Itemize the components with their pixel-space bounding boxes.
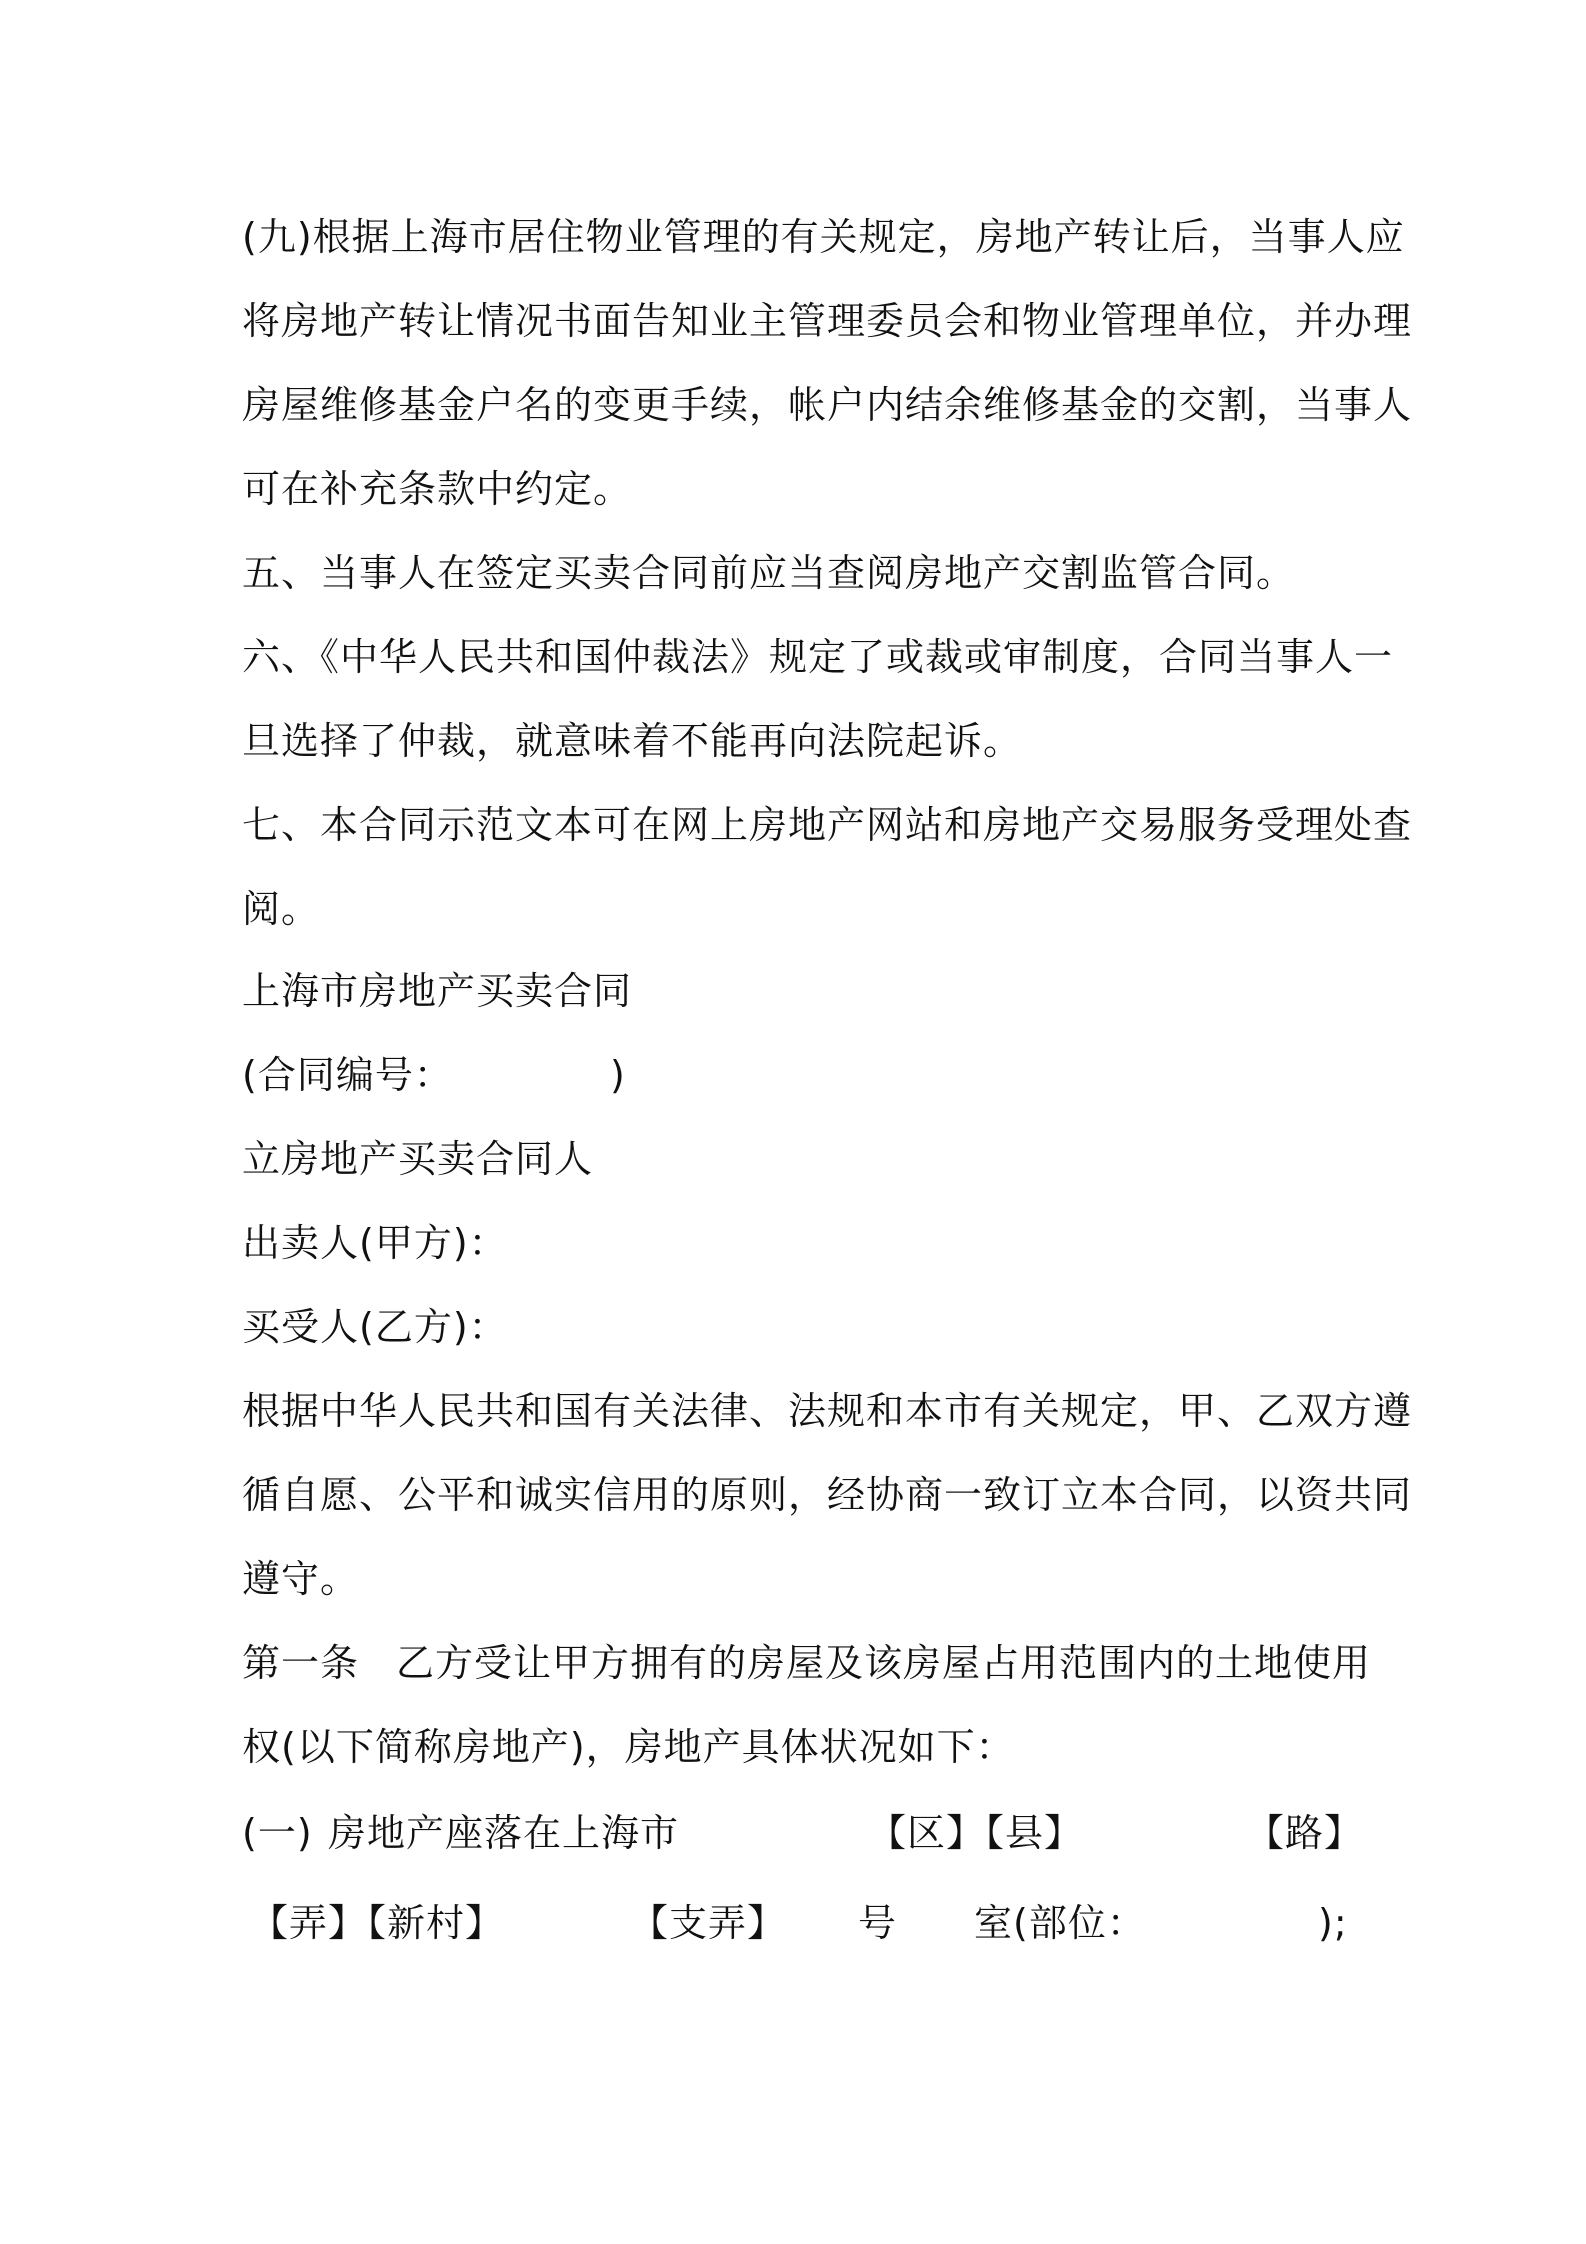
contract-title: 上海市房地产买卖合同: [242, 969, 633, 1013]
address-room: 室(部位：: [974, 1901, 1146, 1945]
parties-heading: 立房地产买卖合同人: [242, 1137, 594, 1181]
buyer-label: 买受人(乙方)：: [242, 1305, 508, 1349]
seller-label: 出卖人(甲方)：: [242, 1221, 508, 1265]
paragraph-line: 循自愿、公平和诚实信用的原则，经协商一致订立本合同，以资共同: [242, 1473, 1413, 1517]
paragraph-line: 七、本合同示范文本可在网上房地产网站和房地产交易服务受理处查: [242, 803, 1413, 847]
article-label: 第一条: [242, 1641, 360, 1685]
paragraph-line: 可在补充条款中约定。: [242, 467, 633, 511]
paragraph-line: 遵守。: [242, 1557, 360, 1601]
paragraph-line: 五、当事人在签定买卖合同前应当查阅房地产交割监管合同。: [242, 551, 1296, 595]
paragraph-line: (九)根据上海市居住物业管理的有关规定，房地产转让后，当事人应: [242, 215, 1405, 259]
address-road: 【路】: [1246, 1811, 1364, 1855]
address-lane: 【弄】【新村】: [250, 1901, 505, 1945]
address-number: 号: [858, 1901, 898, 1945]
contract-number-close: ): [610, 1053, 626, 1097]
paragraph-line: 根据中华人民共和国有关法律、法规和本市有关规定，甲、乙双方遵: [242, 1389, 1413, 1433]
paragraph-line: 旦选择了仲裁，就意味着不能再向法院起诉。: [242, 719, 1023, 763]
address-branch-lane: 【支弄】: [630, 1901, 787, 1945]
article-text: 乙方受让甲方拥有的房屋及该房屋占用范围内的土地使用: [396, 1641, 1372, 1685]
paragraph-line: 权(以下简称房地产)，房地产具体状况如下：: [242, 1725, 1015, 1769]
address-end: );: [1318, 1901, 1348, 1945]
address-prefix: (一): [242, 1811, 313, 1855]
address-text: 房地产座落在上海市: [328, 1811, 680, 1855]
contract-number-label: (合同编号：: [242, 1053, 453, 1097]
paragraph-line: 将房地产转让情况书面告知业主管理委员会和物业管理单位，并办理: [242, 299, 1413, 343]
address-district: 【区】【县】: [868, 1811, 1084, 1855]
paragraph-line: 房屋维修基金户名的变更手续，帐户内结余维修基金的交割，当事人: [242, 383, 1413, 427]
paragraph-line: 六、《中华人民共和国仲裁法》规定了或裁或审制度，合同当事人一: [242, 635, 1394, 679]
paragraph-line: 阅。: [242, 887, 321, 931]
